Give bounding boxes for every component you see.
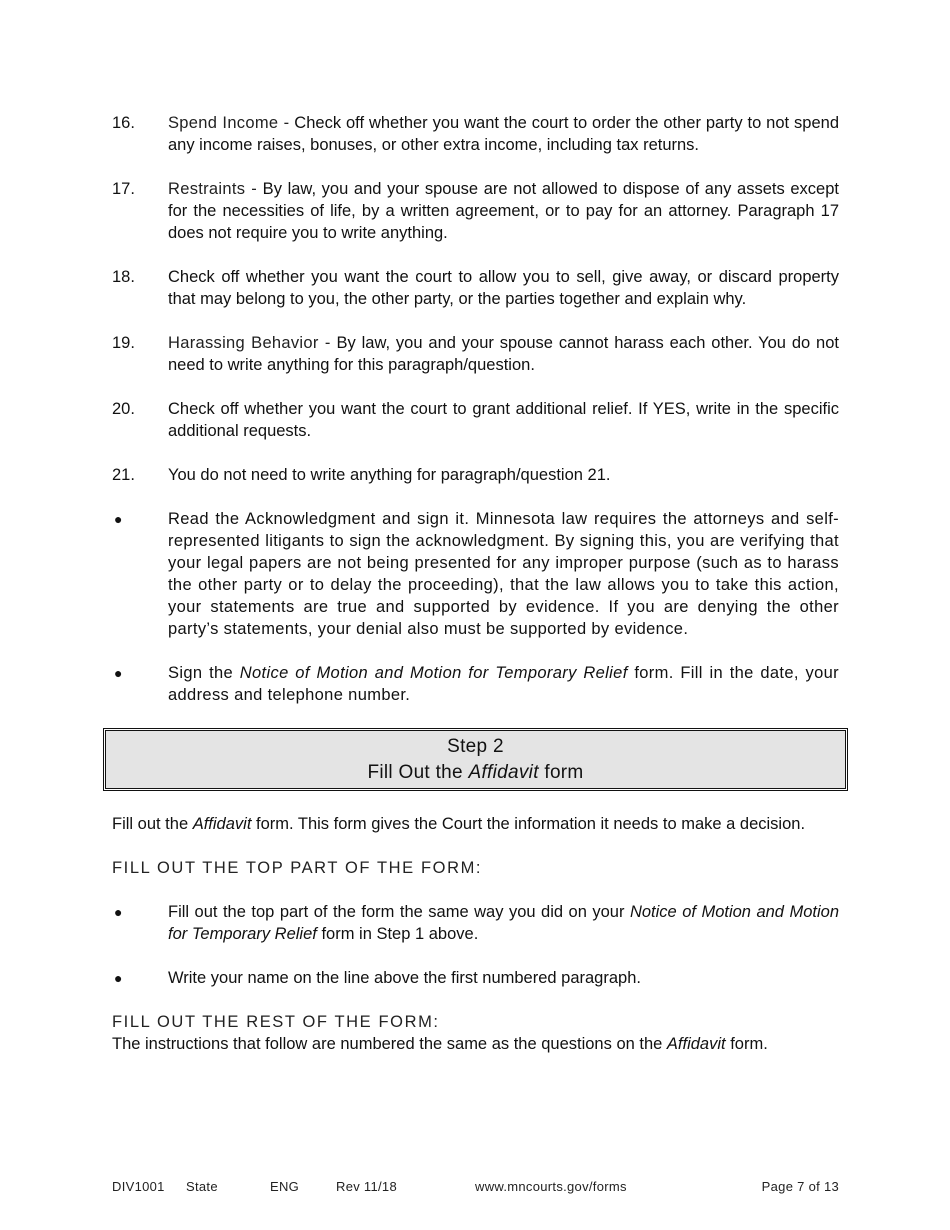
numbered-item-17 — [112, 178, 839, 244]
item-text: By law, you and your spouse cannot harass each other. You do not need to write anything for this paragraph/question. — [168, 334, 839, 374]
form-title: Notice of Motion and Motion for Temporary Relief — [239, 664, 628, 682]
step-number: Step 2 — [447, 736, 504, 757]
bullet-text: Read the Acknowledgment and sign it. Minnesota law requires the attorneys and self-represented litigants to sign the acknowledgment. By signing this, you are verifying that your legal papers are not being presented for any improper purpose (such as to harass the other party or to delay the proceeding), that the law allows you to take this action, your statements are true and supported by evidence. If you are denying the other party’s statements, your denial also must be supported by evidence. — [168, 510, 839, 638]
footer-language: ENG — [270, 1179, 300, 1194]
rest-form: Affidavit — [666, 1035, 726, 1053]
form-title: Notice of Motion and Motion for Temporary Relief — [168, 903, 839, 943]
bullet-fill-top-part — [112, 901, 839, 945]
item-number: 18. — [112, 268, 135, 286]
numbered-item-19 — [112, 332, 839, 376]
item-number: 16. — [112, 114, 135, 132]
page-footer — [112, 1179, 839, 1197]
item-text: You do not need to write anything for paragraph/question 21. — [168, 466, 611, 484]
footer-revision: Rev 11/18 — [336, 1179, 397, 1194]
item-number: 19. — [112, 334, 135, 352]
affidavit-intro — [112, 813, 839, 835]
numbered-item-21 — [112, 464, 839, 486]
intro-post: form. This form gives the Court the information it needs to make a decision. — [251, 815, 806, 833]
bullet-icon: ● — [114, 904, 123, 920]
footer-form-id: DIV1001 — [112, 1179, 165, 1194]
item-text: By law, you and your spouse are not allowed to dispose of any assets except for the necessities of life, by a written agreement, or to pay for an attorney. Paragraph 17 does not require you to write anything. — [168, 180, 839, 242]
intro-form: Affidavit — [192, 815, 252, 833]
bullet-acknowledgment — [112, 508, 839, 640]
bullet-sign-notice — [112, 662, 839, 706]
item-number: 17. — [112, 180, 135, 198]
step-title-form: Affidavit — [468, 762, 539, 783]
footer-jurisdiction: State — [186, 1179, 218, 1194]
item-text: Check off whether you want the court to allow you to sell, give away, or discard property that may belong to you, the other party, or the parties together and explain why. — [168, 268, 839, 308]
item-text: Check off whether you want the court to order the other party to not spend any income raises, bonuses, or other extra income, including tax returns. — [168, 114, 839, 154]
step-2-banner-inner — [105, 730, 846, 789]
bullet-icon: ● — [114, 970, 123, 986]
bullet-icon: ● — [114, 665, 123, 681]
section-heading-top-part: FILL OUT THE TOP PART OF THE FORM: — [112, 859, 483, 877]
step-title — [106, 760, 845, 786]
rest-pre: The instructions that follow are numbered the same as the questions on the — [112, 1035, 667, 1053]
numbered-item-20 — [112, 398, 839, 442]
item-lead: Harassing Behavior - — [168, 334, 331, 352]
item-lead: Spend Income - — [168, 114, 290, 132]
footer-url[interactable]: www.mncourts.gov/forms — [475, 1179, 627, 1194]
numbered-item-18 — [112, 266, 839, 310]
item-number: 21. — [112, 466, 135, 484]
step-title-post: form — [538, 762, 584, 783]
footer-page-number: Page 7 of 13 — [761, 1179, 839, 1194]
document-page — [112, 112, 839, 1055]
item-number: 20. — [112, 400, 135, 418]
bullet-text: Fill out the top part of the form the same way you did on your — [168, 903, 630, 921]
item-text: Check off whether you want the court to grant additional relief. If YES, write in the specific additional requests. — [168, 400, 839, 440]
intro-pre: Fill out the — [112, 815, 193, 833]
step-title-pre: Fill Out the — [367, 762, 469, 783]
bullet-write-name — [112, 967, 839, 989]
bullet-text: Sign the — [168, 664, 240, 682]
item-lead: Restraints - — [168, 180, 258, 198]
step-2-banner — [103, 728, 848, 791]
rest-post: form. — [725, 1035, 768, 1053]
section-heading-rest: FILL OUT THE REST OF THE FORM: — [112, 1013, 440, 1031]
bullet-text: form in Step 1 above. — [316, 925, 479, 943]
rest-instructions — [112, 1033, 839, 1055]
bullet-text: Write your name on the line above the first numbered paragraph. — [168, 969, 641, 987]
bullet-text: form. Fill in the date, your address and telephone number. — [168, 664, 839, 704]
numbered-item-16 — [112, 112, 839, 156]
bullet-icon: ● — [114, 511, 123, 527]
